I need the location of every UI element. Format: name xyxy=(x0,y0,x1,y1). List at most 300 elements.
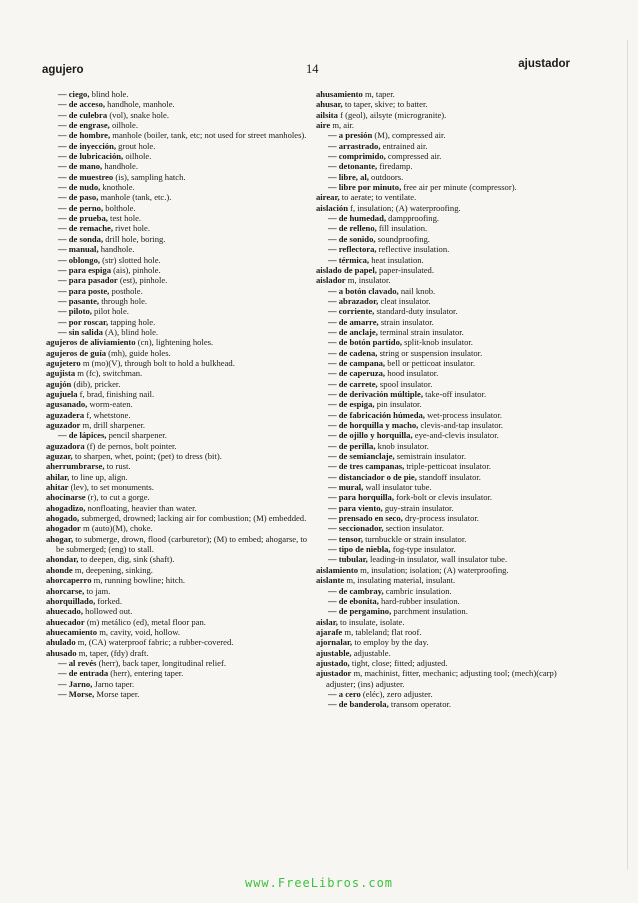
entry-headword: — de fabricación húmeda, xyxy=(328,409,425,420)
entry-definition: forked. xyxy=(95,595,123,606)
dictionary-entry xyxy=(46,606,308,616)
entry-headword: ahogador xyxy=(46,523,81,534)
dictionary-entry xyxy=(316,223,578,233)
entry-headword: — de carrete, xyxy=(328,378,378,389)
dictionary-entry xyxy=(46,348,308,358)
dictionary-entry xyxy=(316,389,578,399)
dictionary-entry xyxy=(316,699,578,709)
entry-definition: to jam. xyxy=(84,585,111,596)
entry-definition: knothole. xyxy=(100,182,135,193)
entry-headword: — de mano, xyxy=(58,161,103,172)
entry-headword: — de tres campanas, xyxy=(328,461,405,472)
entry-headword: agusanado, xyxy=(46,399,88,410)
entry-definition: entrained air. xyxy=(380,140,428,151)
entry-headword: ahusar, xyxy=(316,99,343,110)
dictionary-entry xyxy=(46,120,308,130)
dictionary-entry xyxy=(46,482,308,492)
dictionary-entry xyxy=(46,461,308,471)
entry-headword: — tubular, xyxy=(328,554,368,565)
dictionary-entry xyxy=(46,679,308,689)
entry-headword: — reflectora, xyxy=(328,244,377,255)
dictionary-entry xyxy=(316,234,578,244)
dictionary-entry xyxy=(316,317,578,327)
dictionary-entry xyxy=(316,627,578,637)
entry-headword: — arrastrado, xyxy=(328,140,381,151)
entry-headword: — corriente, xyxy=(328,306,375,317)
dictionary-entry xyxy=(316,658,578,668)
dictionary-entry xyxy=(316,472,578,482)
dictionary-entry xyxy=(316,523,578,533)
dictionary-entry xyxy=(46,565,308,575)
entry-headword: — de remache, xyxy=(58,223,113,234)
entry-headword: agujuela xyxy=(46,388,78,399)
dictionary-entry xyxy=(316,358,578,368)
entry-headword: aislamiento xyxy=(316,564,359,575)
entry-headword: — manual, xyxy=(58,244,99,255)
dictionary-entry xyxy=(316,461,578,471)
entry-headword: aherrumbrarse, xyxy=(46,461,105,472)
entry-definition: soundproofing. xyxy=(375,233,430,244)
entry-definition: (herr), back taper, longitudinal relief. xyxy=(96,657,226,668)
dictionary-entry xyxy=(316,182,578,192)
entry-definition: wet-process insulator. xyxy=(424,409,503,420)
entry-headword: airear, xyxy=(316,192,340,203)
entry-headword: ahorcaperro xyxy=(46,575,92,586)
dictionary-entry xyxy=(46,358,308,368)
running-head-left: agujero xyxy=(42,64,84,76)
entry-headword: — para poste, xyxy=(58,285,110,296)
dictionary-entry xyxy=(46,286,308,296)
dictionary-entry xyxy=(316,161,578,171)
entry-definition: submerged, drowned; lacking air for combustion; (M) embedded. xyxy=(79,513,307,524)
dictionary-entry xyxy=(46,430,308,440)
dictionary-entry xyxy=(46,317,308,327)
dictionary-entry xyxy=(46,617,308,627)
entry-headword: — a botón clavado, xyxy=(328,285,399,296)
entry-definition: f, insulation; (A) waterproofing. xyxy=(348,202,461,213)
dictionary-entry xyxy=(316,110,578,120)
entry-definition: m, cavity, void, hollow. xyxy=(97,626,180,637)
dictionary-entry xyxy=(316,89,578,99)
entry-headword: — de prueba, xyxy=(58,213,108,224)
dictionary-entry xyxy=(316,306,578,316)
entry-headword: agujista xyxy=(46,368,76,379)
dictionary-entry xyxy=(316,689,578,699)
entry-headword: — de ojillo y horquilla, xyxy=(328,430,413,441)
dictionary-entry xyxy=(316,575,578,585)
dictionary-entry xyxy=(46,141,308,151)
entry-definition: turnbuckle or strain insulator. xyxy=(363,533,467,544)
entry-definition: handhole. xyxy=(102,161,138,172)
dictionary-entry xyxy=(316,534,578,544)
dictionary-entry xyxy=(316,348,578,358)
entry-definition: (ais), pinhole. xyxy=(111,264,161,275)
entry-definition: to submerge, drown, flood (carburetor); (M) to embed; ahogarse, to be submerged; (eng) to stall. xyxy=(56,533,308,555)
dictionary-entry xyxy=(316,410,578,420)
entry-definition: (str) slotted hole. xyxy=(100,254,161,265)
entry-definition: fill insulation. xyxy=(376,223,428,234)
entry-headword: — de engrase, xyxy=(58,120,110,131)
entry-headword: — de sonda, xyxy=(58,233,104,244)
entry-headword: — de semianclaje, xyxy=(328,451,395,462)
dictionary-entry xyxy=(316,244,578,254)
entry-definition: strain insulator. xyxy=(378,316,434,327)
entry-headword: — de perilla, xyxy=(328,440,376,451)
dictionary-entry xyxy=(46,265,308,275)
dictionary-entry xyxy=(46,596,308,606)
entry-headword: aislador xyxy=(316,275,346,286)
entry-headword: — por roscar, xyxy=(58,316,109,327)
entry-headword: agujeros de guía xyxy=(46,347,107,358)
entry-headword: — de lápices, xyxy=(58,430,107,441)
dictionary-entry xyxy=(316,617,578,627)
entry-definition: free air per minute (compressor). xyxy=(401,182,517,193)
entry-headword: — de derivación múltiple, xyxy=(328,388,424,399)
dictionary-entry xyxy=(46,389,308,399)
dictionary-entry xyxy=(46,503,308,513)
entry-headword: — mural, xyxy=(328,482,364,493)
entry-headword: aislante xyxy=(316,575,345,586)
entry-definition: split-knob insulator. xyxy=(402,337,473,348)
entry-definition: f, brad, finishing nail. xyxy=(77,388,155,399)
entry-definition: tapping hole. xyxy=(108,316,156,327)
dictionary-entry xyxy=(46,130,308,140)
entry-headword: — de pergamino, xyxy=(328,606,392,617)
entry-definition: handhole. xyxy=(98,244,135,255)
entry-definition: wall insulator tube. xyxy=(363,482,432,493)
entry-definition: tight, close; fitted; adjusted. xyxy=(349,657,448,668)
entry-headword: — de caperuza, xyxy=(328,368,386,379)
entry-definition: firedamp. xyxy=(377,161,413,172)
dictionary-entry xyxy=(46,306,308,316)
entry-headword: ahuecador xyxy=(46,616,85,627)
dictionary-entry xyxy=(46,296,308,306)
entry-definition: Jarno taper. xyxy=(92,678,135,689)
page-edge-divider xyxy=(627,40,628,870)
entry-definition: parchment insulation. xyxy=(391,606,468,617)
dictionary-entry xyxy=(316,120,578,130)
dictionary-entry xyxy=(316,441,578,451)
dictionary-entry xyxy=(46,627,308,637)
page-number: 14 xyxy=(306,62,319,76)
dictionary-entry xyxy=(316,203,578,213)
entry-definition: m, running bowline; hitch. xyxy=(91,575,186,586)
entry-headword: ahorquillado, xyxy=(46,595,96,606)
entry-definition: (m) metálico (ed), metal floor pan. xyxy=(84,616,206,627)
entry-definition: nail knob. xyxy=(398,285,436,296)
entry-definition: m, air. xyxy=(330,120,355,131)
entry-definition: m, drill sharpener. xyxy=(80,420,146,430)
entry-definition: section insulator. xyxy=(383,523,444,534)
entry-definition: m, deepening, sinking. xyxy=(72,564,153,575)
entry-headword: — de muestreo xyxy=(58,171,114,182)
entry-headword: ahonde xyxy=(46,564,73,575)
entry-definition: posthole. xyxy=(109,285,143,296)
entry-definition: m, insulating material, insulant. xyxy=(344,575,456,586)
entry-definition: dampproofing. xyxy=(386,213,440,224)
entry-headword: aislado de papel, xyxy=(316,264,377,275)
entry-headword: — piloto, xyxy=(58,306,92,317)
entry-headword: — para pasador xyxy=(58,275,118,286)
entry-headword: ahitar xyxy=(46,482,69,493)
entry-headword: — de entrada xyxy=(58,668,109,679)
entry-definition: m, taper, (fdy) draft. xyxy=(76,647,149,658)
entry-headword: ahondar, xyxy=(46,554,79,565)
entry-headword: ahorcarse, xyxy=(46,585,85,596)
entry-definition: m, (CA) waterproof fabric; a rubber-covered. xyxy=(75,637,234,648)
dictionary-entry xyxy=(46,182,308,192)
dictionary-entry xyxy=(316,379,578,389)
entry-definition: guy-strain insulator. xyxy=(382,502,454,513)
entry-headword: ajustador xyxy=(316,668,352,679)
entry-headword: — de cambray, xyxy=(328,585,384,596)
dictionary-entry xyxy=(46,203,308,213)
entry-definition: m (mo)(V), through bolt to hold a bulkhead. xyxy=(80,357,235,368)
entry-definition: string or suspension insulator. xyxy=(377,347,483,358)
entry-headword: aislación xyxy=(316,202,348,213)
entry-definition: leading-in insulator, wall insulator tube. xyxy=(367,554,508,565)
dictionary-entry xyxy=(316,420,578,430)
dictionary-entry xyxy=(46,223,308,233)
dictionary-entry xyxy=(46,523,308,533)
dictionary-entry xyxy=(316,255,578,265)
entry-headword: — de anclaje, xyxy=(328,326,378,337)
dictionary-entry xyxy=(316,327,578,337)
entry-definition: clevis-and-tap insulator. xyxy=(418,420,504,430)
entry-headword: — ciego, xyxy=(58,89,90,99)
dictionary-entry xyxy=(316,513,578,523)
dictionary-entry xyxy=(316,130,578,140)
entry-definition: pin insulator. xyxy=(374,399,422,410)
dictionary-entry xyxy=(316,565,578,575)
dictionary-entry xyxy=(316,296,578,306)
entry-definition: bell or petticoat insulator. xyxy=(385,357,476,368)
watermark[interactable]: www.FreeLibros.com xyxy=(244,876,394,890)
dictionary-entry xyxy=(46,534,308,555)
entry-definition: eye-and-clevis insulator. xyxy=(412,430,499,441)
dictionary-entry xyxy=(316,596,578,606)
entry-headword: ahilar, xyxy=(46,471,70,482)
dictionary-entry xyxy=(46,368,308,378)
entry-headword: ahuecamiento xyxy=(46,626,98,637)
entry-headword: ahusamiento xyxy=(316,89,363,99)
entry-headword: aislar, xyxy=(316,616,338,627)
entry-definition: bolthole. xyxy=(103,202,136,213)
entry-headword: — de banderola, xyxy=(328,699,389,710)
dictionary-entry xyxy=(316,337,578,347)
entry-headword: agujeros de aliviamiento xyxy=(46,337,136,348)
entry-headword: ahogado, xyxy=(46,513,80,524)
entry-headword: — sin salida xyxy=(58,326,103,337)
entry-headword: ahocinarse xyxy=(46,492,86,503)
entry-definition: rivet hole. xyxy=(112,223,150,234)
entry-definition: manhole (tank, etc.). xyxy=(98,192,172,203)
entry-definition: (eléc), zero adjuster. xyxy=(360,688,433,699)
entry-definition: (est), pinhole. xyxy=(117,275,168,286)
entry-definition: test hole. xyxy=(107,213,142,224)
entry-definition: semistrain insulator. xyxy=(394,451,466,462)
entry-headword: aguzadora xyxy=(46,440,85,451)
dictionary-entry xyxy=(46,379,308,389)
entry-headword: — detonante, xyxy=(328,161,378,172)
dictionary-entry xyxy=(46,255,308,265)
entry-definition: hard-rubber insulation. xyxy=(378,595,460,606)
dictionary-entry xyxy=(46,110,308,120)
dictionary-entry xyxy=(316,648,578,658)
entry-headword: ajarafe xyxy=(316,626,343,637)
entry-headword: — de cadena, xyxy=(328,347,378,358)
entry-definition: hood insulator. xyxy=(385,368,439,379)
entry-definition: f, whetstone. xyxy=(84,409,131,420)
entry-definition: standoff insulator. xyxy=(416,471,481,482)
entry-headword: — de culebra xyxy=(58,109,108,120)
entry-definition: oilhole. xyxy=(109,120,138,131)
entry-definition: (vol), snake hole. xyxy=(107,109,169,120)
entry-headword: agujetero xyxy=(46,357,81,368)
dictionary-entry xyxy=(316,430,578,440)
dictionary-entry xyxy=(46,658,308,668)
dictionary-entry xyxy=(46,275,308,285)
entry-definition: (M), compressed air. xyxy=(372,130,446,141)
dictionary-entry xyxy=(316,399,578,409)
dictionary-entry xyxy=(316,606,578,616)
entry-definition: to sharpen, whet, point; (pet) to dress (bit). xyxy=(72,451,222,462)
entry-headword: — distanciador o de pie, xyxy=(328,471,417,482)
dictionary-entry xyxy=(46,554,308,564)
dictionary-entry xyxy=(316,451,578,461)
entry-headword: ahuecado, xyxy=(46,606,84,617)
right-column xyxy=(316,89,578,710)
entry-definition: m (fc), switchman. xyxy=(75,368,143,379)
entry-headword: — al revés xyxy=(58,657,97,668)
entry-headword: — de horquilla y macho, xyxy=(328,420,419,430)
entry-headword: — de ebonita, xyxy=(328,595,379,606)
entry-definition: to aerate; to ventilate. xyxy=(339,192,417,203)
dictionary-entry xyxy=(46,337,308,347)
dictionary-entry xyxy=(316,265,578,275)
entry-definition: (A), blind hole. xyxy=(102,326,159,337)
dictionary-entry xyxy=(316,503,578,513)
dictionary-entry xyxy=(316,544,578,554)
entry-headword: — para viento, xyxy=(328,502,383,513)
entry-headword: — de nudo, xyxy=(58,182,101,193)
dictionary-entry xyxy=(316,151,578,161)
entry-definition: through hole. xyxy=(99,295,148,306)
dictionary-entry xyxy=(46,410,308,420)
entry-headword: — para espiga xyxy=(58,264,111,275)
entry-headword: — de botón partido, xyxy=(328,337,403,348)
dictionary-entry xyxy=(316,213,578,223)
dictionary-entry xyxy=(46,586,308,596)
entry-headword: — abrazador, xyxy=(328,295,379,306)
dictionary-entry xyxy=(46,451,308,461)
dictionary-entry xyxy=(46,648,308,658)
entry-definition: standard-duty insulator. xyxy=(374,306,458,317)
dictionary-entry xyxy=(316,99,578,109)
entry-definition: (lev), to set monuments. xyxy=(68,482,154,493)
entry-headword: — de perno, xyxy=(58,202,104,213)
entry-definition: (f) de pernos, bolt pointer. xyxy=(84,440,177,451)
dictionary-entry xyxy=(316,586,578,596)
dictionary-entry xyxy=(46,513,308,523)
entry-headword: — libre por minuto, xyxy=(328,182,402,193)
entry-definition: (r), to cut a gorge. xyxy=(85,492,150,503)
entry-definition: to insulate, isolate. xyxy=(337,616,405,627)
dictionary-entry xyxy=(46,192,308,202)
entry-definition: drill hole, boring. xyxy=(103,233,166,244)
entry-definition: nonfloating, heavier than water. xyxy=(85,502,197,513)
entry-definition: triple-petticoat insulator. xyxy=(404,461,491,472)
entry-definition: terminal strain insulator. xyxy=(377,326,464,337)
entry-headword: — a cero xyxy=(328,688,361,699)
entry-definition: cleat insulator. xyxy=(378,295,431,306)
entry-headword: — oblongo, xyxy=(58,254,101,265)
entry-definition: spool insulator. xyxy=(377,378,433,389)
entry-headword: — de inyección, xyxy=(58,140,117,151)
dictionary-entry xyxy=(316,192,578,202)
entry-definition: knob insulator. xyxy=(375,440,429,451)
dictionary-entry xyxy=(316,637,578,647)
entry-headword: ahusado xyxy=(46,647,77,658)
entry-headword: — de acceso, xyxy=(58,99,106,110)
dictionary-entry xyxy=(46,161,308,171)
entry-definition: (is), sampling hatch. xyxy=(113,171,186,182)
entry-definition: fork-bolt or clevis insulator. xyxy=(393,492,493,503)
entry-headword: — de humedad, xyxy=(328,213,387,224)
entry-definition: heat insulation. xyxy=(369,254,424,265)
entry-headword: — de paso, xyxy=(58,192,99,203)
entry-definition: to deepen, dig, sink (shaft). xyxy=(78,554,175,565)
dictionary-entry xyxy=(316,668,578,689)
dictionary-entry xyxy=(316,554,578,564)
dictionary-entry xyxy=(46,689,308,699)
entry-headword: aire xyxy=(316,120,331,131)
entry-definition: m (auto)(M), choke. xyxy=(80,523,153,534)
entry-headword: — térmica, xyxy=(328,254,370,265)
entry-headword: — pasante, xyxy=(58,295,100,306)
entry-headword: — Jarno, xyxy=(58,678,93,689)
entry-definition: hollowed out. xyxy=(83,606,133,617)
entry-headword: ahogar, xyxy=(46,533,74,544)
entry-definition: (mh), guide holes. xyxy=(106,347,171,358)
entry-definition: m, insulator. xyxy=(345,275,391,286)
entry-definition: adjustable. xyxy=(351,647,391,658)
entry-headword: — tensor, xyxy=(328,533,364,544)
entry-headword: aguzadera xyxy=(46,409,85,420)
entry-definition: m, machinist, fitter, mechanic; adjusting tool; (mech)(carp) adjuster; (ins) adjuster. xyxy=(326,668,557,689)
entry-headword: — de relleno, xyxy=(328,223,377,234)
entry-definition: m, insulation; isolation; (A) waterproofing. xyxy=(358,564,509,575)
entry-headword: agujón xyxy=(46,378,72,389)
dictionary-entry xyxy=(46,151,308,161)
entry-headword: — seccionador, xyxy=(328,523,384,534)
dictionary-entry xyxy=(46,99,308,109)
entry-headword: — de hombre, xyxy=(58,130,111,141)
dictionary-entry xyxy=(316,141,578,151)
entry-definition: dry-process insulator. xyxy=(402,513,479,524)
entry-definition: paper-insulated. xyxy=(376,264,434,275)
entry-headword: ailsita xyxy=(316,109,338,120)
entry-definition: (herr), entering taper. xyxy=(108,668,184,679)
entry-headword: ahogadizo, xyxy=(46,502,86,513)
dictionary-entry xyxy=(46,234,308,244)
entry-definition: pilot hole. xyxy=(91,306,129,317)
entry-definition: (cn), lightening holes. xyxy=(135,337,214,348)
entry-definition: f (geol), ailsyte (microgranite). xyxy=(337,109,447,120)
dictionary-entry xyxy=(46,492,308,502)
dictionary-entry xyxy=(316,275,578,285)
entry-definition: grout hole. xyxy=(116,140,156,151)
